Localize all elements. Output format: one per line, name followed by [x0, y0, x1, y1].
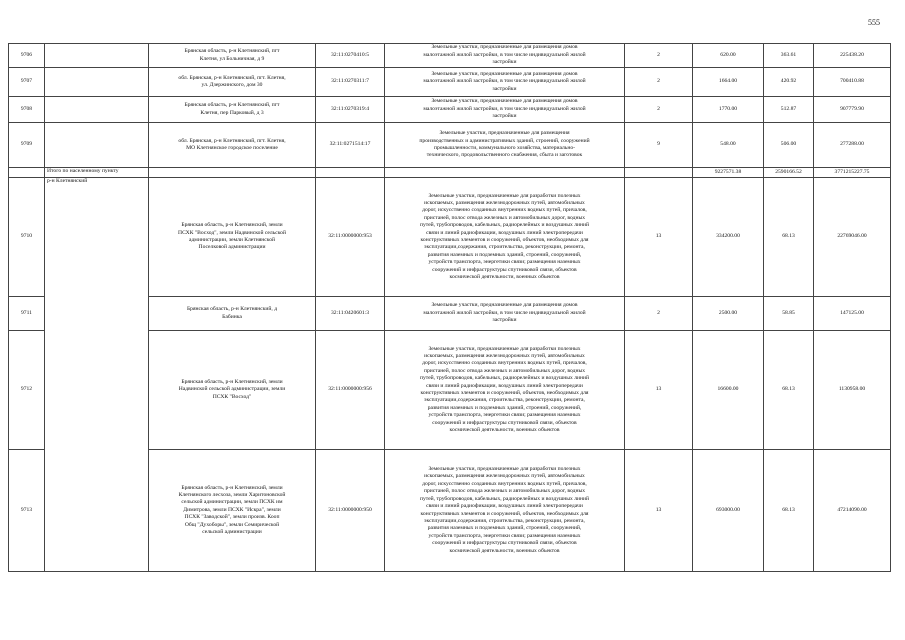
group-number: 2: [625, 297, 693, 331]
rate-value: 420.92: [764, 68, 814, 97]
table-row: [9, 97, 891, 123]
total-area: 9227571.38: [693, 168, 764, 178]
address-cell: обл. Брянская, р-н Клетнянский, пгт. Клетня, ул. Дзержинского, дом 30: [149, 68, 316, 97]
table-row: [9, 123, 891, 168]
rate-value: 68.13: [764, 450, 814, 572]
group-number: 2: [625, 44, 693, 68]
page-number: 555: [868, 18, 880, 27]
group-number: 13: [625, 450, 693, 572]
rate-value: 68.13: [764, 178, 814, 297]
total-value: 3771215227.75: [814, 168, 891, 178]
table-row: [9, 178, 891, 297]
land-purpose: Земельные участки, предназначенные для разработки полезных ископаемых, размещения железнодорожных путей, автомобильных дорог, искусственно созданных внутренних водных путей, причалов, пристаней, полос отвода железных и автомобильных дорог, водных путей, трубопроводов, кабельных, радиорелейных и воздушных линий связи и линий радиофикации, воздушных линий электропередачи конструктивных элементов и сооружений, объектов, необходимых для эксплуатации,содержания, строительства, реконструкции, ремонта, развития наземных и подземных зданий, строений, сооружений, устройств транспорта, энергетики связи; размещения наземных сооружений и инфраструктуры спутниковой связи, объектов космической деятельности, военных объектов: [385, 450, 625, 572]
cadastral-value-table: [8, 43, 891, 572]
rate-value: 68.13: [764, 331, 814, 450]
address-cell: Брянская область, р-н Клетнянский, земли Надвинской сельской администрации, земли ПСХК "Восход": [149, 331, 316, 450]
row-id: 9710: [9, 178, 45, 297]
group-number: 2: [625, 68, 693, 97]
cadastral-value: 47214090.00: [814, 450, 891, 572]
row-id: 9707: [9, 68, 45, 97]
cadastral-number: 32:11:0270410:5: [316, 44, 385, 68]
cadastral-value: 277288.00: [814, 123, 891, 168]
address-cell: Брянская область, р-н Клетнянский, земли ПСХК "Восход", земли Надвинской сельской администрации, земли Клетнянской Поселковой администрации: [149, 178, 316, 297]
cadastral-number: 32:11:0000000:956: [316, 331, 385, 450]
row-id: 9706: [9, 44, 45, 68]
land-purpose: Земельные участки, предназначенные для разработки полезных ископаемых, размещения железнодорожных путей, автомобильных дорог, искусственно созданных внутренних водных путей, причалов, пристаней, полос отвода железных и автомобильных дорог, водных путей, трубопроводов, кабельных, радиорелейных и воздушных линий связи и линий радиофикации, воздушных линий электропередачи конструктивных элементов и сооружений, объектов, необходимых для эксплуатации,содержания, строительства, реконструкции, ремонта, развития наземных и подземных зданий, строений, сооружений, устройств транспорта, энергетики связи; размещения наземных сооружений и инфраструктуры спутниковой связи, объектов космической деятельности, военных объектов: [385, 331, 625, 450]
row-id: 9712: [9, 331, 45, 450]
total-row: [9, 168, 891, 178]
settlement-cell: [45, 97, 149, 123]
row-id: 9709: [9, 123, 45, 168]
area-value: 16600.00: [693, 331, 764, 450]
area-value: 2500.00: [693, 297, 764, 331]
address-cell: Брянская область, р-н Клетнянский, земли Клетнянского лесхоза, земли Харитоновской сельской администрации, земли ПСХК им Димитрова, земли ПСХК "Искра", земли ПСХК "Заводской", земли произв. Кооп Общ "Духоборы", земли Семирической сельской администрации: [149, 450, 316, 572]
cadastral-value: 907779.90: [814, 97, 891, 123]
land-purpose: Земельные участки, предназначенные для размещения домов малоэтажной жилой застройки, в том числе индивидуальной жилой застройки: [385, 44, 625, 68]
row-id: 9708: [9, 97, 45, 123]
cadastral-number: 32:11:0270319:4: [316, 97, 385, 123]
row-id: 9711: [9, 297, 45, 331]
settlement-cell: [45, 123, 149, 168]
group-number: 13: [625, 331, 693, 450]
cadastral-value: 700410.88: [814, 68, 891, 97]
group-number: 9: [625, 123, 693, 168]
cadastral-number: 32:11:0271514:17: [316, 123, 385, 168]
rate-value: 363.61: [764, 44, 814, 68]
land-purpose: Земельные участки, предназначенные для размещения производственных и административных зданий, строений, сооружений промышленности, коммунального хозяйства, материально- технического, продовольственного снабжения, сбыта и заготовок: [385, 123, 625, 168]
cadastral-number: 32:11:0000000:953: [316, 178, 385, 297]
cadastral-value: 147125.00: [814, 297, 891, 331]
total-label: Итого по населенному пункту: [45, 168, 149, 178]
area-value: 548.00: [693, 123, 764, 168]
rate-value: 512.87: [764, 97, 814, 123]
table-row: [9, 44, 891, 68]
row-id: 9713: [9, 450, 45, 572]
cadastral-number: 32:11:0420601:3: [316, 297, 385, 331]
area-value: 1770.00: [693, 97, 764, 123]
rate-value: 58.85: [764, 297, 814, 331]
land-purpose: Земельные участки, предназначенные для размещения домов малоэтажной жилой застройки, в том числе индивидуальной жилой застройки: [385, 297, 625, 331]
area-value: 334200.00: [693, 178, 764, 297]
address-cell: Брянская область, р-н Клетнянский, д Бабинка: [149, 297, 316, 331]
area-value: 620.00: [693, 44, 764, 68]
land-purpose: Земельные участки, предназначенные для разработки полезных ископаемых, размещения железнодорожных путей, автомобильных дорог, искусственно созданных внутренних водных путей, причалов, пристаней, полос отвода железных и автомобильных дорог, водных путей, трубопроводов, кабельных, радиорелейных и воздушных линий связи и линий радиофикации, воздушных линий электропередачи конструктивных элементов и сооружений, объектов, необходимых для эксплуатации,содержания, строительства, реконструкции, ремонта, развития наземных и подземных зданий, строений, сооружений, устройств транспорта, энергетики связи; размещения наземных сооружений и инфраструктуры спутниковой связи, объектов космической деятельности, военных объектов: [385, 178, 625, 297]
group-number: 2: [625, 97, 693, 123]
land-purpose: Земельные участки, предназначенные для размещения домов малоэтажной жилой застройки, в том числе индивидуальной жилой застройки: [385, 97, 625, 123]
land-purpose: Земельные участки, предназначенные для размещения домов малоэтажной жилой застройки, в том числе индивидуальной жилой застройки: [385, 68, 625, 97]
area-value: 693000.00: [693, 450, 764, 572]
address-cell: Брянская область, р-н Клетнянский, пгт Клетня, пер Парковый, д 3: [149, 97, 316, 123]
settlement-cell: [45, 44, 149, 68]
cadastral-number: 32:11:0270311:7: [316, 68, 385, 97]
address-cell: обл. Брянская, р-н Клетнянский, пгт. Клетня, МО Клетнянское городское поселение: [149, 123, 316, 168]
settlement-cell: [45, 68, 149, 97]
area-value: 1664.00: [693, 68, 764, 97]
total-rate: 2590166.52: [764, 168, 814, 178]
cadastral-value: 22769046.00: [814, 178, 891, 297]
cadastral-value: 225438.20: [814, 44, 891, 68]
group-number: 13: [625, 178, 693, 297]
cadastral-value: 1130958.00: [814, 331, 891, 450]
district-label: р-н Клетнянский: [45, 178, 149, 572]
table-row: [9, 68, 891, 97]
cadastral-number: 32:11:0000000:950: [316, 450, 385, 572]
address-cell: Брянская область, р-н Клетнянский, пгт Клетня, ул Больничная, д 9: [149, 44, 316, 68]
rate-value: 506.00: [764, 123, 814, 168]
